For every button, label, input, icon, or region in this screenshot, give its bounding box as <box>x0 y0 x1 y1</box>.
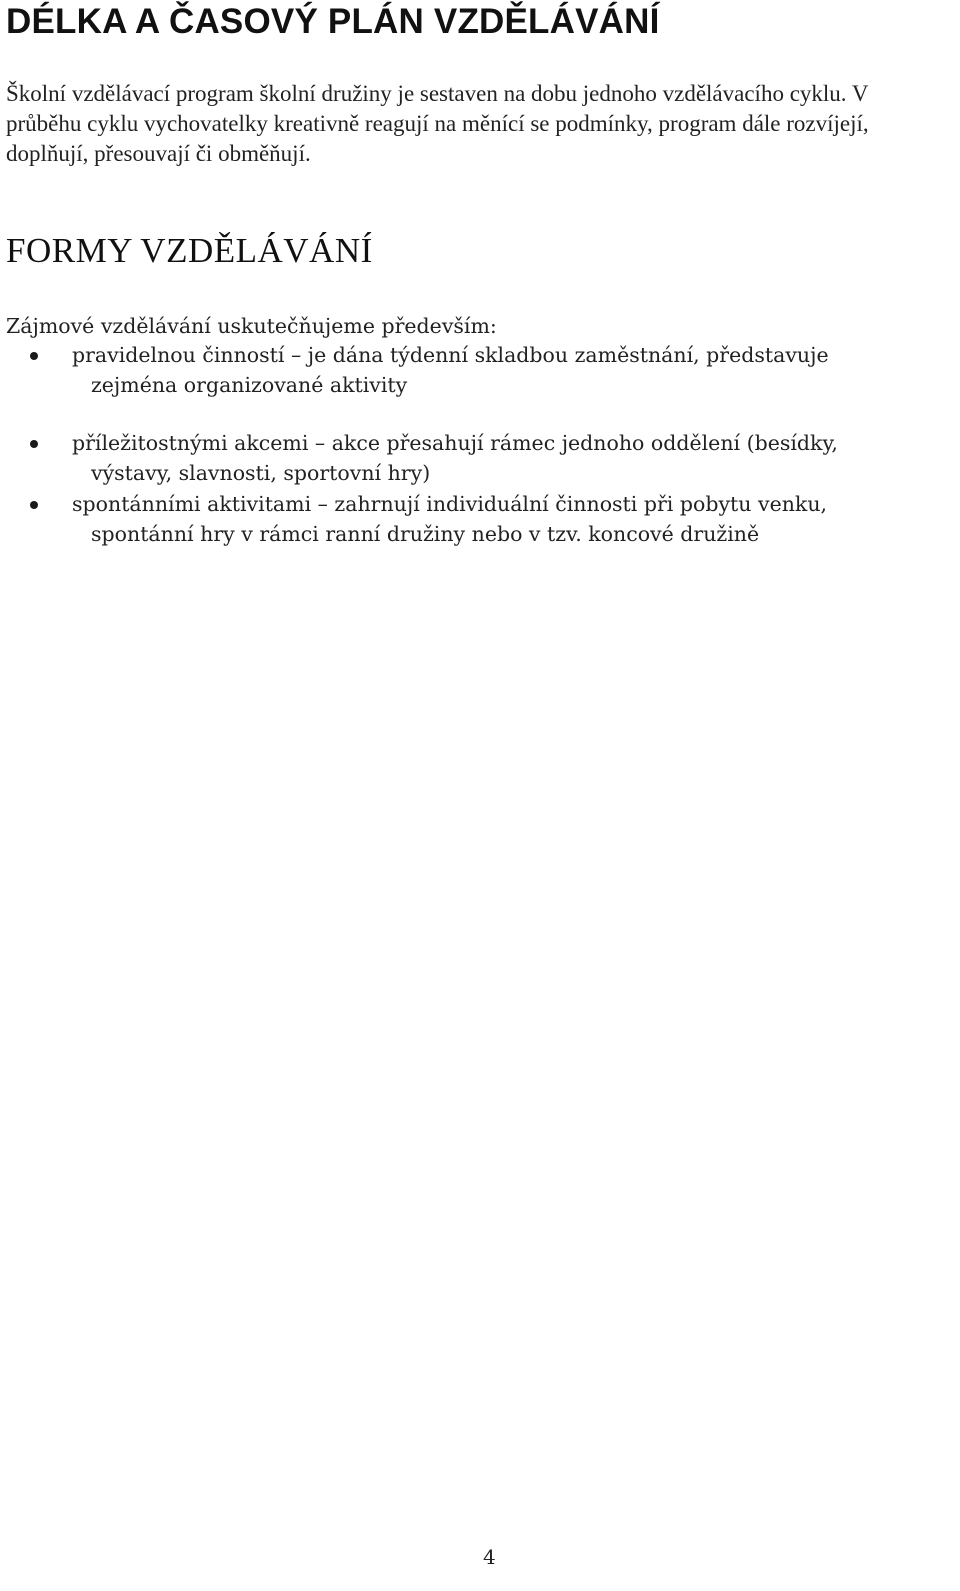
section-title-forms: FORMY VZDĚLÁVÁNÍ <box>6 231 373 270</box>
list-item-line-2: zejména organizované aktivity <box>91 373 408 397</box>
bullet-icon <box>30 501 38 509</box>
bullet-icon <box>30 440 38 448</box>
list-item <box>6 340 951 400</box>
page-number: 4 <box>483 1545 496 1569</box>
list-item-line-2: spontánní hry v rámci ranní družiny nebo v tzv. koncové družině <box>91 522 760 546</box>
list-item <box>6 428 951 488</box>
bullet-icon <box>30 352 38 360</box>
section-title-duration: DÉLKA A ČASOVÝ PLÁN VZDĚLÁVÁNÍ <box>6 2 660 41</box>
forms-bullet-list <box>6 340 951 549</box>
list-item-line-2: výstavy, slavnosti, sportovní hry) <box>91 461 431 485</box>
forms-intro-text: Zájmové vzdělávání uskutečňujeme především: <box>6 314 497 338</box>
list-item-line-1: spontánními aktivitami – zahrnují individuální činnosti při pobytu venku, <box>72 492 828 516</box>
list-item-line-1: pravidelnou činností – je dána týdenní skladbou zaměstnání, představuje <box>72 343 829 367</box>
duration-paragraph: Školní vzdělávací program školní družiny je sestaven na dobu jednoho vzdělávacího cyklu. V průběhu cyklu vychovatelky kreativně reagují na měnící se podmínky, program dále rozvíjejí, doplňují, přesouvají či obměňují. <box>6 81 869 166</box>
list-item <box>6 489 951 549</box>
list-item-line-1: příležitostnými akcemi – akce přesahují rámec jednoho oddělení (besídky, <box>72 431 838 455</box>
